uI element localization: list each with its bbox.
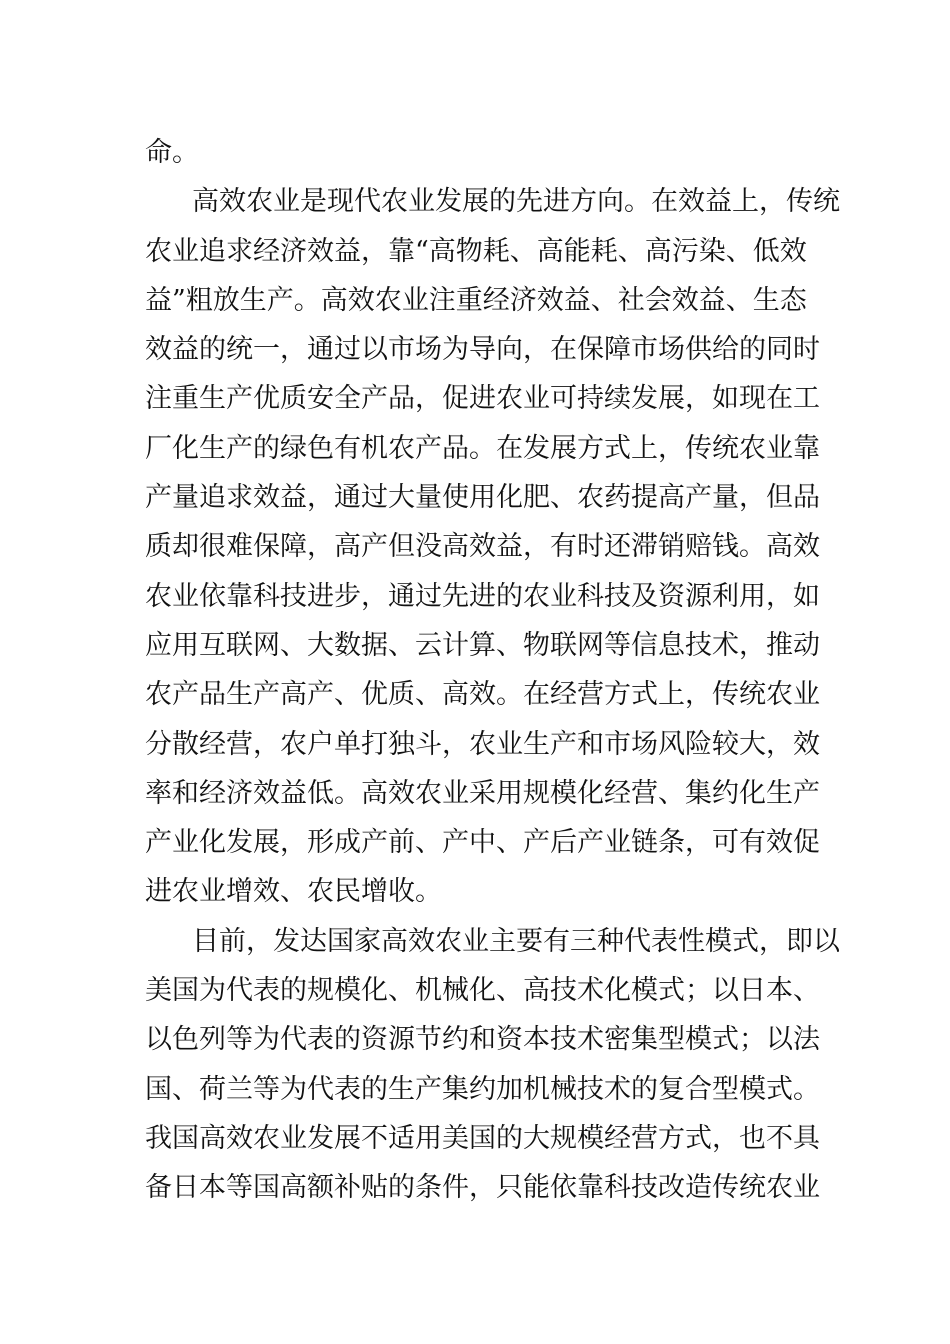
text-line: 以色列等为代表的资源节约和资本技术密集型模式；以法	[145, 1024, 820, 1056]
text-line: 效益的统一，通过以市场为导向，在保障市场供给的同时	[145, 334, 820, 366]
text-line: 益”粗放生产。高效农业注重经济效益、社会效益、生态	[145, 284, 807, 316]
text-line: 应用互联网、大数据、云计算、物联网等信息技术，推动	[145, 629, 820, 661]
text-line: 农业追求经济效益，靠“高物耗、高能耗、高污染、低效	[145, 235, 807, 267]
body-text	[145, 128, 840, 1213]
paragraph-first-line: 目前，发达国家高效农业主要有三种代表性模式，即以	[192, 925, 840, 957]
text-line: 率和经济效益低。高效农业采用规模化经营、集约化生产	[145, 777, 820, 809]
text-line: 产业化发展，形成产前、产中、产后产业链条，可有效促	[145, 827, 820, 859]
text-line: 农产品生产高产、优质、高效。在经营方式上，传统农业	[145, 679, 820, 711]
text-line: 农业依靠科技进步，通过先进的农业科技及资源利用，如	[145, 580, 820, 612]
text-line: 产量追求效益，通过大量使用化肥、农药提高产量，但品	[145, 482, 820, 514]
text-line: 我国高效农业发展不适用美国的大规模经营方式，也不具	[145, 1122, 820, 1154]
text-line: 美国为代表的规模化、机械化、高技术化模式；以日本、	[145, 975, 820, 1007]
text-line: 注重生产优质安全产品，促进农业可持续发展，如现在工	[145, 383, 820, 415]
text-line: 分散经营，农户单打独斗，农业生产和市场风险较大，效	[145, 728, 820, 760]
text-line: 质却很难保障，高产但没高效益，有时还滞销赔钱。高效	[145, 531, 820, 563]
text-line: 国、荷兰等为代表的生产集约加机械技术的复合型模式。	[145, 1073, 820, 1105]
paragraph-first-line: 高效农业是现代农业发展的先进方向。在效益上，传统	[192, 186, 840, 218]
text-line: 命。	[145, 137, 199, 168]
text-line: 备日本等国高额补贴的条件，只能依靠科技改造传统农业	[145, 1172, 820, 1204]
text-line: 厂化生产的绿色有机农产品。在发展方式上，传统农业靠	[145, 432, 820, 464]
text-line: 进农业增效、农民增收。	[145, 876, 442, 908]
